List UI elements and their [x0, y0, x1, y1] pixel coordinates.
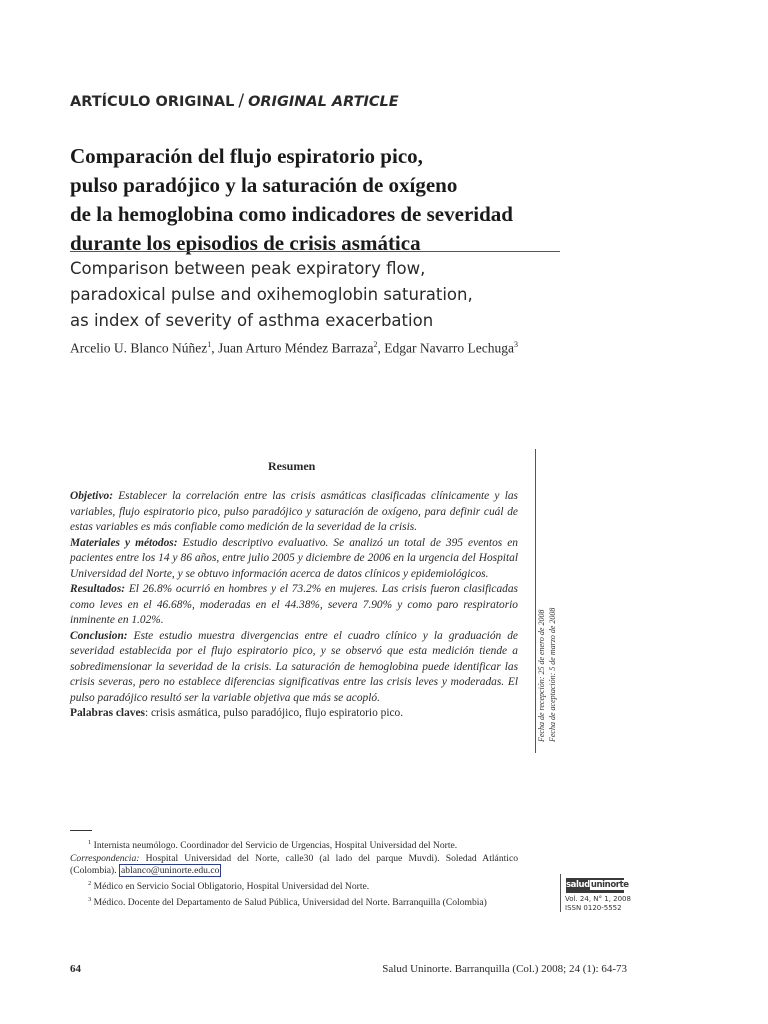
journal-volume: Vol. 24, N° 1, 2008 — [565, 895, 631, 903]
journal-logo-part2: uninorte — [590, 880, 629, 890]
abstract-conclusion — [70, 629, 518, 707]
author-separator: , — [377, 340, 385, 356]
abstract-keywords-label: Palabras claves — [70, 707, 145, 719]
abstract-objetivo-text: Establecer la correlación entre las crisis asmáticas clasificadas clínicamente y las variables, flujo espiratorio pico, pulso paradójico y saturación de oxígeno, para definir cuál de estas variables es más confiable como medición de la severidad de la crisis. — [70, 490, 518, 533]
footnote-rule — [70, 830, 92, 831]
title-en-line: Comparison between peak expiratory flow, — [70, 259, 426, 278]
footnote-text: Médico. Docente del Departamento de Salud Pública, Universidad del Norte. Barranquilla (Colombia) — [91, 896, 487, 908]
title-en-line: paradoxical pulse and oxihemoglobin saturation, — [70, 285, 473, 304]
author-name: Edgar Navarro Lechuga — [384, 340, 514, 356]
correspondence-label: Correspondencia: — [70, 852, 140, 864]
footnote-text: Médico en Servicio Social Obligatorio, Hospital Universidad del Norte. — [91, 881, 370, 893]
author-name: Arcelio U. Blanco Núñez — [70, 340, 208, 356]
article-title-en — [70, 256, 670, 334]
abstract-keywords-text: : crisis asmática, pulso paradójico, flujo espiratorio pico. — [144, 707, 404, 719]
abstract-body — [70, 489, 518, 722]
abstract-resultados-text: El 26.8% ocurrió en hombres y el 73.2% en mujeres. Las crisis fueron clasificadas como leves en el 46.68%, moderadas en el 44.38%, severa 7.90% y como paro respiratorio inminente en 1.02%. — [70, 583, 518, 626]
footnote-text: Internista neumólogo. Coordinador del Servicio de Urgencias, Hospital Universidad del Norte. — [91, 840, 458, 852]
footnote-mark: 2 — [88, 879, 92, 887]
abstract-resultados — [70, 582, 518, 629]
footnote-1 — [70, 837, 518, 853]
running-footer-citation: Salud Uninorte. Barranquilla (Col.) 2008; 24 (1): 64-73 — [382, 963, 627, 975]
author-name: Juan Arturo Méndez Barraza — [217, 340, 374, 356]
section-label — [70, 91, 399, 111]
author-affiliation-mark: 2 — [373, 340, 378, 349]
footnote-3 — [70, 894, 518, 910]
section-label-separator: / — [238, 91, 245, 111]
footnote-2 — [70, 878, 518, 894]
section-label-en: ORIGINAL ARTICLE — [248, 94, 399, 110]
abstract-objetivo-label: Objetivo: — [70, 490, 114, 502]
abstract-keywords — [70, 706, 518, 722]
abstract-conclusion-text: Este estudio muestra divergencias entre el cuadro clínico y la graduación de severidad establecida por el flujo espiratorio pico, y se observó que esta medición tiende a sobredimensionar la severidad de la crisis. La saturación de hemoglobina puede identificar las crisis severas, pero no establece diferencias significativas entre las crisis leves y moderadas. El pulso paradójico resultó ser la variable objetiva que más se acopló. — [70, 629, 518, 704]
submission-dates — [536, 592, 566, 742]
date-accepted: Fecha de aceptación: 5 de marzo de 2008 — [548, 607, 557, 742]
title-es-line: Comparación del flujo espiratorio pico, — [70, 144, 423, 168]
title-en-line: as index of severity of asthma exacerbation — [70, 311, 434, 330]
author-list — [70, 340, 518, 357]
abstract-materiales — [70, 536, 518, 583]
article-title-es — [70, 142, 670, 258]
correspondence-text: Hospital Universidad del Norte, calle30 (al lado del parque Muvdi). Soledad Atlántico (Colombia). — [70, 852, 518, 877]
date-received: Fecha de recepción: 25 de enero de 2008 — [537, 609, 546, 742]
title-es-line: pulso paradójico y la saturación de oxígeno — [70, 173, 458, 197]
author-affiliation-mark: 3 — [513, 340, 518, 349]
title-divider — [70, 251, 560, 252]
journal-logo-part1: salud — [566, 880, 590, 890]
journal-side-rule — [560, 874, 561, 912]
correspondence — [70, 853, 518, 878]
abstract-conclusion-label: Conclusion: — [70, 629, 128, 642]
abstract-resultados-label: Resultados: — [70, 583, 126, 595]
abstract-materiales-label: Materiales y métodos: — [70, 536, 178, 549]
abstract-materiales-text: Estudio descriptivo evaluativo. Se analizó un total de 395 eventos en pacientes entre los 14 y 86 años, entre julio 2005 y diciembre de 2006 en la urgencia del Hospital Universidad del Norte, y se obtuvo información acerca de datos clínicos y epidemiológicos. — [70, 536, 518, 580]
title-es-line: de la hemoglobina como indicadores de severidad — [70, 202, 513, 226]
footnote-mark: 3 — [88, 895, 92, 903]
abstract-objetivo — [70, 489, 518, 536]
section-label-es: ARTÍCULO ORIGINAL — [70, 94, 235, 110]
journal-meta — [565, 895, 630, 913]
author-affiliation-mark: 1 — [207, 340, 212, 349]
journal-issn: ISSN 0120-5552 — [565, 904, 622, 912]
abstract-title: Resumen — [268, 459, 316, 473]
footnotes — [70, 837, 518, 910]
title-es-line: durante los episodios de crisis asmática — [70, 231, 421, 255]
footnote-mark: 1 — [88, 839, 92, 846]
author-separator: , — [211, 340, 218, 356]
journal-logo — [566, 878, 629, 893]
correspondence-email-link[interactable]: ablanco@uninorte.edu.co — [121, 865, 220, 877]
page-number: 64 — [70, 963, 81, 975]
